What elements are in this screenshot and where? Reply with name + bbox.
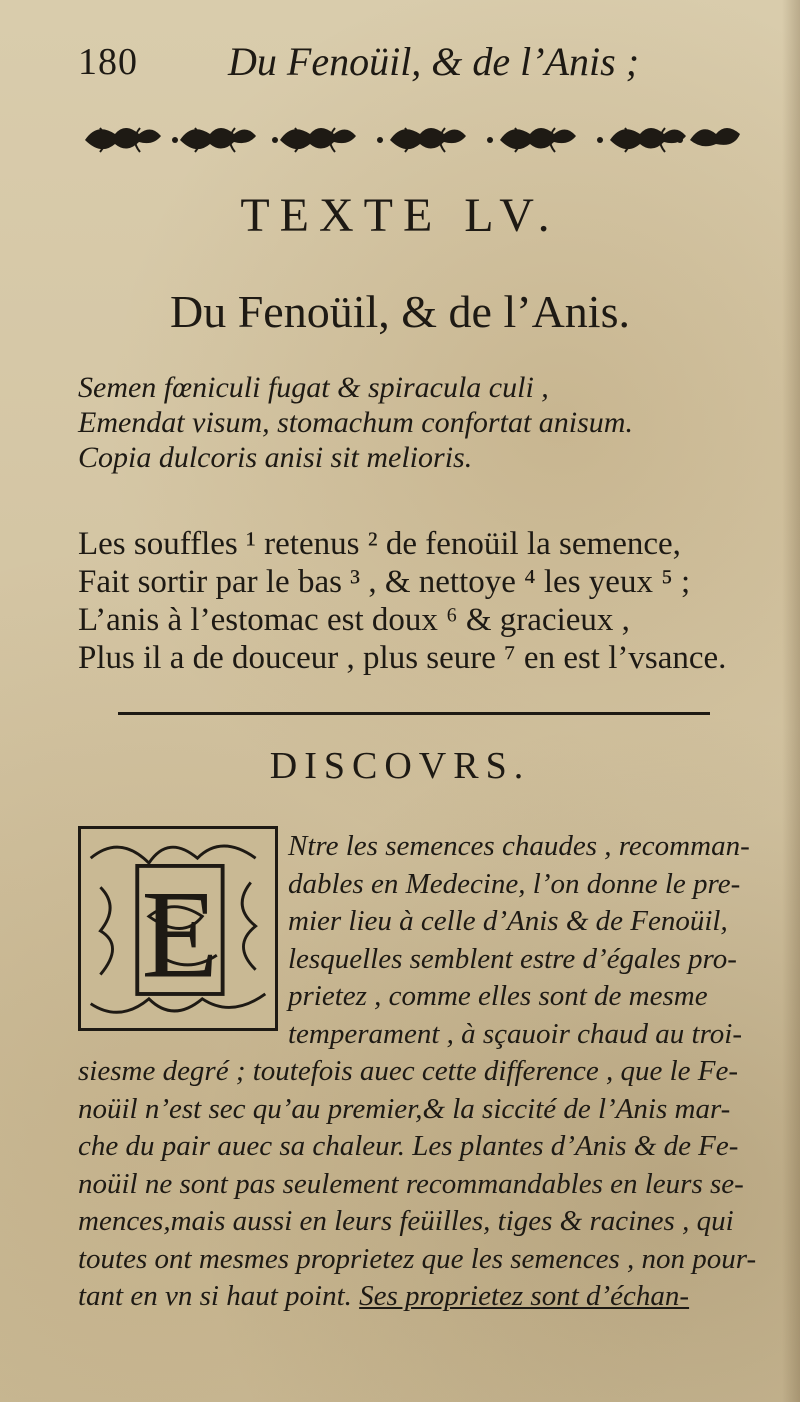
- body-line-tail: Ses proprietez sont d’échan-: [359, 1280, 690, 1312]
- body-line: toutes ont mesmes proprietez que les semences , non pour-: [78, 1242, 757, 1275]
- ornament-icon: [80, 118, 750, 162]
- body-line: che du pair auec sa chaleur. Les plantes d’Anis & de Fe-: [78, 1130, 739, 1162]
- body-line: noüil n’est sec qu’au premier,& la siccité de l’Anis mar-: [78, 1092, 731, 1125]
- latin-verse-line: Copia dulcoris anisi sit melioris.: [78, 441, 473, 474]
- body-line: lesquelles semblent estre d’égales pro-: [288, 942, 737, 975]
- body-line: dables en Medecine, l’on donne le pre-: [288, 867, 741, 900]
- fleuron-ornament-band: [80, 118, 750, 162]
- latin-verse-line: Emendat visum, stomachum confortat anisum.: [78, 406, 633, 439]
- discours-body: [78, 828, 768, 1316]
- french-verse-line: Plus il a de douceur , plus seure ⁷ en est l’vsance.: [78, 640, 727, 676]
- french-verse-line: L’anis à l’estomac est doux ⁶ & gracieux ,: [78, 602, 630, 638]
- body-line: siesme degré ; toutefois auec cette difference , que le Fe-: [78, 1055, 739, 1087]
- section-title: TEXTE LV.: [240, 189, 560, 242]
- french-verse-line: Fait sortir par le bas ³ , & nettoye ⁴ les yeux ⁵ ;: [78, 564, 691, 600]
- body-line: mences,mais aussi en leurs feüilles, tiges & racines , qui: [78, 1205, 734, 1237]
- body-line-last: [78, 1278, 768, 1316]
- french-verse: [78, 525, 748, 677]
- body-line: mier lieu à celle d’Anis & de Fenoüil,: [288, 905, 728, 937]
- body-line: prietez , comme elles sont de mesme: [288, 980, 708, 1012]
- dropcap-letter: E: [141, 865, 219, 1005]
- french-verse-line: Les souffles ¹ retenus ² de fenoüil la semence,: [78, 526, 681, 562]
- discours-heading: DISCOVRS.: [269, 745, 531, 787]
- body-line: noüil ne sont pas seulement recommandables en leurs se-: [78, 1167, 744, 1200]
- page-header: [78, 32, 678, 92]
- body-line: Ntre les semences chaudes , recomman-: [288, 830, 750, 862]
- horizontal-rule: [118, 712, 710, 715]
- body-line: temperament , à sçauoir chaud au troi-: [288, 1017, 743, 1050]
- page-number: 180: [78, 41, 138, 83]
- running-head: Du Fenoüil, & de l’Anis ;: [228, 39, 640, 84]
- section-subtitle: Du Fenoüil, & de l’Anis.: [170, 286, 630, 337]
- body-line-start: tant en vn si haut point.: [78, 1280, 352, 1312]
- latin-verse: [78, 370, 738, 475]
- latin-verse-line: Semen fœniculi fugat & spiracula culi ,: [78, 371, 549, 404]
